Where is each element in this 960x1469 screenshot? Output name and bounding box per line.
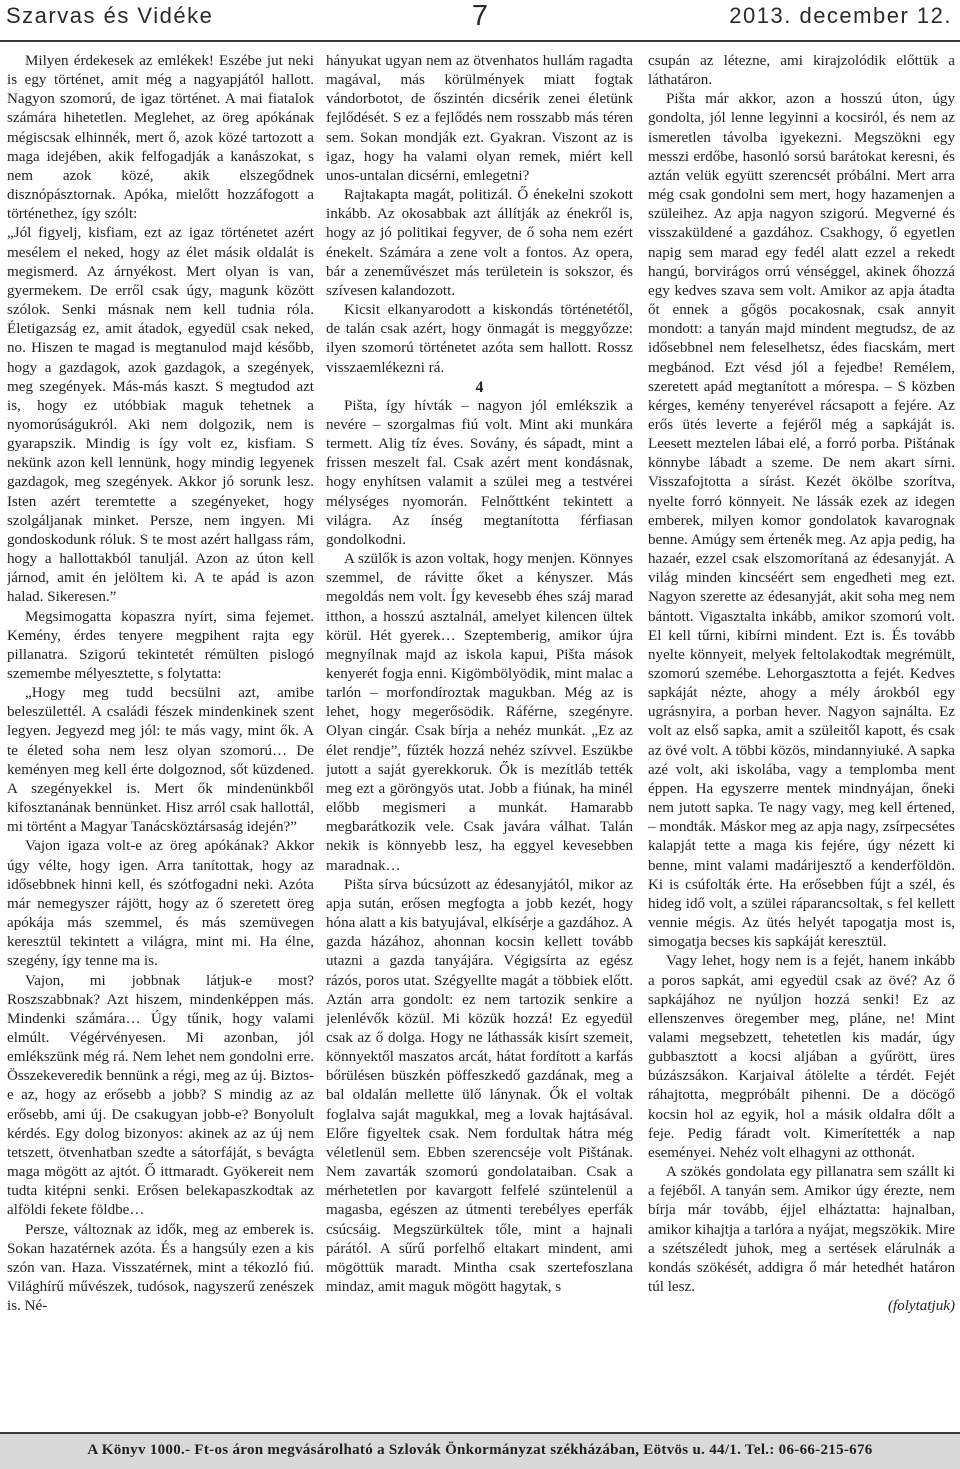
article-column-1 bbox=[7, 52, 314, 1424]
article-column-2 bbox=[326, 52, 633, 1424]
paragraph: Rajtakapta magát, politizál. Ő énekelni szokott inkább. Az okosabbak azt állítják az énekről is, hogy az jó politikai fegyver, de ő soha nem ezért énekelt. Számára a zene volt a fontos. Az opera, bár a zeneművészet más területein is sokszor, és szívesen kalandozott. bbox=[326, 187, 633, 299]
footer-banner bbox=[0, 1432, 960, 1469]
paragraph: „Hogy meg tudd becsülni azt, amibe beleszülettél. A családi fészek mindenkinek szent legyen. Jegyezd meg jól: te más vagy, mint ők. A te életed soha nem lesz olyan szomorú… De keményen meg kell érte dolgoznod, sőt küzdened. A szegényekkel is. Mert ők mindenünkből kifosztanának bennünket. Hisz arról csak hallottál, mi történt a Magyar Tanácsköztársaság idején?” bbox=[7, 685, 314, 836]
paragraph: Vajon, mi jobbnak látjuk-e most? Roszszabbnak? Azt hiszem, mindenképpen más. Mindenki számára… Úgy tűnik, hogy valami elmúlt. Végérvényesen. Mi azonban, jól emlékszünk még rá. Nem lehet nem gondolni erre. Összekeveredik bennünk a régi, meg az új. Biztos-e az, hogy az erősebb a jobb? S mindig az az erősebb, ami új. De csakugyan jobb-e? Bonyolult kérdés. Egy dolog bizonyos: akinek az az új nem tetszett, ötvenhatban szedte a sátorfáját, s bevágta maga mögött az ajtót. Ő ittmaradt. Gyökereit nem tudta kitépni senki. Erősen belekapaszkodtak az alföldi fekete földbe… bbox=[7, 972, 314, 1219]
paragraph: A szökés gondolata egy pillanatra sem szállt ki a fejéből. A tanyán sem. Amikor úgy érezte, nem bírja már tovább, éjjel elháztatta: hajnalban, amikor kihajtja a tarlóra a nyájat, megszökik. Mire a szétszéledt juhok, meg a sertések elárulnák a kondás szökését, addigra ő már hetedhét határon túl lesz. bbox=[648, 1164, 955, 1295]
paragraph: Pišta, így hívták – nagyon jól emlékszik a nevére – szorgalmas fiú volt. Mint aki munkára termett. Alig tíz éves. Sovány, és sápadt, mint a frissen meszelt fal. Csak azért ment kondásnak, hogy enyhítsen valamit a szülei meg a testvérei mélységes nyomorán. Felnőttként tekintett a világra. Az ínség megtanította férfiasan gondolkodni. bbox=[326, 397, 633, 548]
header-rule bbox=[0, 40, 960, 42]
paragraph: Pišta sírva búcsúzott az édesanyjától, mikor az apja sután, erősen megfogta a jobb kezét, hogy hóna alatt a kis batyujával, elkísérje a gazdához. A gazda házához, ahonnan kocsin kellett tovább utazni a gazda tanyájára. Végigsírta az egész rázós, poros utat. Szégyellte magát a többiek előtt. Aztán arra gondolt: ez nem tartozik senkire a jelenlévők közül. Mi közük hozzá! Ez egyedül csak az ő dolga. Hogy ne láthassák kisírt szemeit, könnyektől maszatos arcát, hátat fordított a karfás bőrülésen büszkén pöffeszkedő gazdának, meg a bal oldalán mellette ülő lánynak. Ők el voltak foglalva saját magukkal, meg a lovak hajtásával. Előre figyeltek csak. Nem fordultak hátra még véletlenül sem. Ebben szerencséje volt Pištának. Nem zavarták szomorú gondolataiban. Csak a mérhetetlen por kavargott felfelé szüntelenül a magasba, egészen az útmenti terebélyes eperfák csúcsáig. Megszürkültek tőle, mint a hajnali párától. A sűrű porfelhő eltakart mindent, ami mögöttük maradt. Mintha csak szertefoszlana mindaz, amit maguk mögött hagytak, s bbox=[326, 876, 633, 1295]
paragraph: Vagy lehet, hogy nem is a fejét, hanem inkább a poros sapkát, ami egyedül csak az övé? Az ő sapkájához ne nyúljon hozzá senki! Ez az ellenszenves öregember meg, pláne, ne! Mint valami megsebzett, tehetetlen kis madár, úgy gubbasztott a kocsi aljában a gyűrött, üres búzászsákon. Karjaival átölelte a térdét. Fejét ráhajtotta, megpróbált pihenni. De a döcögő kocsin hol az egyik, hol a másik oldalra dőlt a feje. Pedig fáradt volt. Kimerítették a nap eseményei. Nehéz volt elhagyni az otthonát. bbox=[648, 953, 955, 1161]
continued-note: (folytatjuk) bbox=[887, 1298, 955, 1315]
article-column-3 bbox=[648, 52, 955, 1424]
paragraph: Megsimogatta kopaszra nyírt, sima fejemet. Kemény, érdes tenyere megpihent rajta egy pillanatra. Szigorú tekintetét rémülten pislogó szemembe mélyesztette, s folytatta: bbox=[7, 608, 314, 682]
paragraph: Pišta már akkor, azon a hosszú úton, úgy gondolta, jól lenne legyinni a kocsiról, és nem az ismeretlen távolba igyekezni. Megszökni egy messzi erdőbe, hasonló sorsú barátokat keresni, és aztán velük együtt szerencsét próbálni. Mert arra még csak gondolni sem mert, hogy hazamenjen a szüleihez. Az apja nagyon szigorú. Megverné és visszaküldené a gazdához. Csakhogy, ő egyetlen napig sem marad egy fedél alatt ezzel a rekedt hangú, borvirágos orrú vénséggel, akinek őhozzá egy kedves szava sem volt. Amikor az apja átadta őt ennek a gőgös pocakosnak, csak annyit mondott: a tanyán majd mindent megtudsz, de az idősebbnel nem feleselhetsz, édes fiacskám, mert megbánod. Ezt vésd jól a fejedbe! Remélem, szeretett apád megtanított a mórespa. – S közben kérges, kemény tenyerével rácsapott a fejére. Az erős ütés leverte a fejéről még a sapkáját is. Leesett meztelen lábai elé, a forró porba. Pištának könnybe lábadt a szeme. De nem akart sírni. Visszafojtotta a sírást. Kezét ökölbe szorítva, nyelte forró könnyeit. Ne lássák ezek az idegen emberek, milyen komor gondolatok kavarognak benne. Amúgy sem értenék meg. Az apja pedig, ha hazaér, ezzel csak elszomorítaná az édesanyját. A világ minden kincséért sem engedheti meg ezt. Nagyon szerette az édesanyját, akit soha meg nem bántott. Vigasztalta inkább, amikor szomorú volt. El kell tűrni, kibírni mindent. Ezt is. És tovább nyelte könnyeit, melyek feltolakodtak megrémült, szomorú szemébe. Lehorgasztotta a fejét. Kedves sapkáját nézte, ahogy a mély árokból egy ugrásnyira, a porban hever. Nagyon sajnálta. Ez volt az első sapka, amit a szüleitől kapott, és csak az övé volt. A többi közös, mindannyiuké. A sapka azé volt, aki iskolába, vagy a templomba ment éppen. Ha egyszerre mentek mindnyájan, őneki nem jutott sapka. Te nagy vagy, meg kell értened, – mondták. Máskor meg az apja nagy, zsírpecsétes kalapját tette a maga kis fejére, úgy nézett ki benne, mint valami madárijesztő a kenderföldön. Ki is csúfolták érte. Ha erősebben fújt a szél, és hideg idő volt, a szülei ráparancsoltak, s fel kellett vennie mégis. Az ütés helyét tapogatja most is, simogatja becses kis sapkáját keresztül. bbox=[648, 91, 955, 951]
issue-date: 2013. december 12. bbox=[729, 3, 952, 28]
section-number: 4 bbox=[475, 378, 484, 396]
paragraph: A szülők is azon voltak, hogy menjen. Könnyes szemmel, de rávitte őket a kényszer. Más megoldás nem volt. Így kevesebb éhes száj marad itthon, a hosszú asztalnál, amelyet kilencen ültek körül. Hét gyerek… Szeptemberig, amikor újra megnyílnak majd az iskola kapui, Pišta mások kenyerét fogja enni. Kigömbölyödik, mint malac a tarlón – morfondíroztak magukban. Még az is lehet, hogy megerősödik. Ráférne, szegényre. Olyan cingár. Csak bírja a nehéz munkát. „Ez az élet rendje”, fűzték hozzá nehéz szívvel. Eszükbe jutott a saját gyerekkoruk. Ők is mezítláb tették meg ezt a göröngyös utat. Jobb a fiúnak, ha minél előbb megismeri a munkát. Hamarabb megbarátkozik vele. Csak javára válhat. Talán nekik is könnyebb lesz, ha eggyel kevesebben maradnak… bbox=[326, 551, 633, 874]
paragraph: Milyen érdekesek az emlékek! Eszébe jut neki is egy történet, amit még a nagyapjától hallott. Nagyon szomorú, de igaz történet. A mai fiatalok számára hihetetlen. Meglehet, az öreg apókának mégiscsak elhinnék, mert ő, azok közé tartozott a maga idejében, akik felfogadják a kanászokat, s nem azok közé, akik elszegődnek disznópásztornak. Apóka, mielőtt hozzáfogott a történethez, így szólt: bbox=[7, 53, 314, 223]
paragraph: Persze, változnak az idők, meg az emberek is. Sokan hazatérnek azóta. És a hangsúly ezen a kis szón van. Haza. Visszatérnek, mint a tékozló fiú. Világhírű művészek, tudósok, nagyszerű zenészek is. Né- bbox=[7, 1221, 314, 1315]
footer-text: A Könyv 1000.- Ft-os áron megvásárolható a Szlovák Önkormányzat székházában, Eötvös u. 44/1. Tel.: 06-66-215-676 bbox=[87, 1442, 873, 1458]
paragraph: „Jól figyelj, kisfiam, ezt az igaz történetet azért mesélem el neked, hogy az élet másik oldalát is megismerd. Az árnyékost. Mert olyan is van, gyermekem. De erről csak úgy, magunk között szólok. Senki másnak nem kell tudnia róla. Életigazság ez, amit átadok, egyedül csak neked, no. Hiszen te magad is megtanulod majd később, hogy a gazdagok, azok gazdagok, a szegények, meg szegények. Más-más kaszt. S megtudod azt is, hogy ez utóbbiak maguk tehetnek a nyomorúságukról. Aki nem dolgozik, nem is gyarapszik. Mindig is így volt ez, kisfiam. S nekünk azon kell lennünk, hogy mindig legyenek gazdagok, meg szegények. Akkor jó sorunk lesz. Isten azért teremtette a szegényeket, hogy szolgáljanak minket. Persze, nem ingyen. Mi gondoskodunk róluk. S te most azért hallgass rám, hogy a hallottakból tanuljál. Azon az úton kell járnod, amit én jelöltem ki. A te apád is azon halad. Sikeresen.” bbox=[7, 225, 314, 606]
paragraph: csupán az létezne, ami kirajzolódik előttük a láthatáron. bbox=[648, 53, 955, 89]
paragraph: hányukat ugyan nem az ötvenhatos hullám ragadta magával, más körülmények miatt fogtak vándorbotot, de őszintén dicsérik zenei életünk fejlődését. S ez a fejlődés nem rosszabb más téren sem. Sokan mondják ezt. Gyakran. Viszont az is igaz, hogy ha valami olyan remek, miért kell unos-untalan dicsérni, emlegetni? bbox=[326, 53, 633, 184]
newspaper-title: Szarvas és Vidéke bbox=[6, 3, 214, 28]
paragraph: Kicsit elkanyarodott a kiskondás történetétől, de talán csak azért, hogy önmagát is meggyőzze: ilyen szomorú történetet azóta sem hallott. Rossz visszaemlékezni rá. bbox=[326, 302, 633, 376]
page-header bbox=[0, 0, 960, 40]
page-number: 7 bbox=[471, 0, 489, 32]
paragraph: Vajon igaza volt-e az öreg apókának? Akkor úgy vélte, hogy igen. Arra tanítottak, hogy az idősebbnek hinni kell, és szótfogadni neki. Azóta már nemegyszer rájött, hogy az ő szeretett öreg apókája más szemmel, és más szemüvegen keresztül tekintett a világra, mint mi. Ha élne, szegény, így tenne ma is. bbox=[7, 838, 314, 970]
